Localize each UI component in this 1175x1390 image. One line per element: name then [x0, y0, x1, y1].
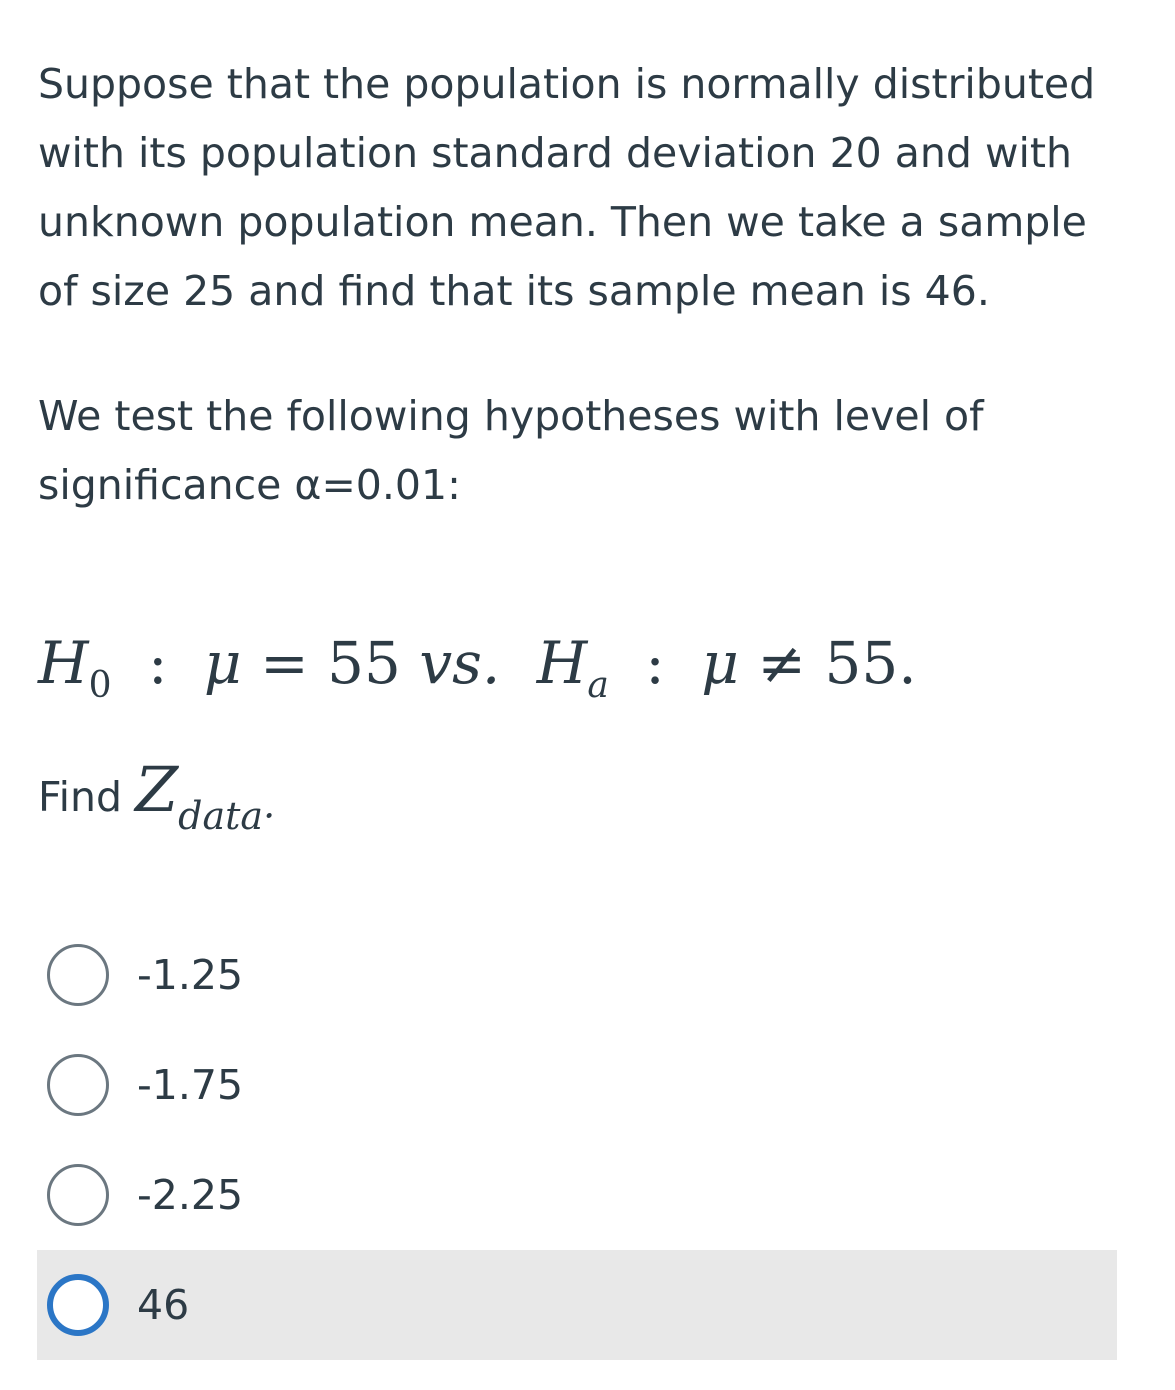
radio-button[interactable]	[47, 1164, 109, 1226]
null-colon: :	[147, 629, 168, 697]
null-equals: =	[260, 629, 309, 697]
answer-option-3[interactable]	[37, 1140, 1117, 1250]
question-text	[38, 50, 1138, 520]
answer-option-label: 46	[137, 1281, 190, 1329]
z-symbol: Z	[135, 753, 179, 826]
find-prompt	[38, 753, 276, 838]
alt-mu: μ	[701, 629, 739, 697]
find-label: Find	[38, 773, 123, 821]
alt-colon: :	[645, 629, 665, 697]
answer-options	[37, 920, 1117, 1360]
alt-value: 55.	[824, 629, 917, 697]
null-h: H	[38, 629, 89, 697]
answer-option-2[interactable]	[37, 1030, 1117, 1140]
hypotheses-formula	[38, 628, 917, 706]
answer-option-1[interactable]	[37, 920, 1117, 1030]
vs-text: vs.	[419, 629, 501, 697]
alt-subscript: a	[587, 665, 609, 706]
radio-button[interactable]	[47, 1054, 109, 1116]
alt-h: H	[536, 629, 588, 697]
null-value: 55	[327, 629, 401, 697]
radio-button-selected[interactable]	[47, 1274, 109, 1336]
z-subscript: data	[178, 794, 264, 838]
answer-option-label: -2.25	[137, 1171, 244, 1219]
question-paragraph-2: We test the following hypotheses with level of significance α=0.01:	[38, 392, 984, 509]
null-subscript: 0	[88, 665, 112, 706]
question-paragraph-1: Suppose that the population is normally distributed with its population standard deviation 20 and with unknown population mean. Then we take a sample of size 25 and find that its sample mean is 46.	[38, 60, 1096, 315]
z-dot: ·	[263, 794, 276, 838]
radio-button[interactable]	[47, 944, 109, 1006]
alt-not-equals: ≠	[757, 629, 806, 697]
null-mu: μ	[203, 629, 242, 697]
answer-option-label: -1.25	[137, 951, 244, 999]
answer-option-4[interactable]	[37, 1250, 1117, 1360]
answer-option-label: -1.75	[137, 1061, 244, 1109]
